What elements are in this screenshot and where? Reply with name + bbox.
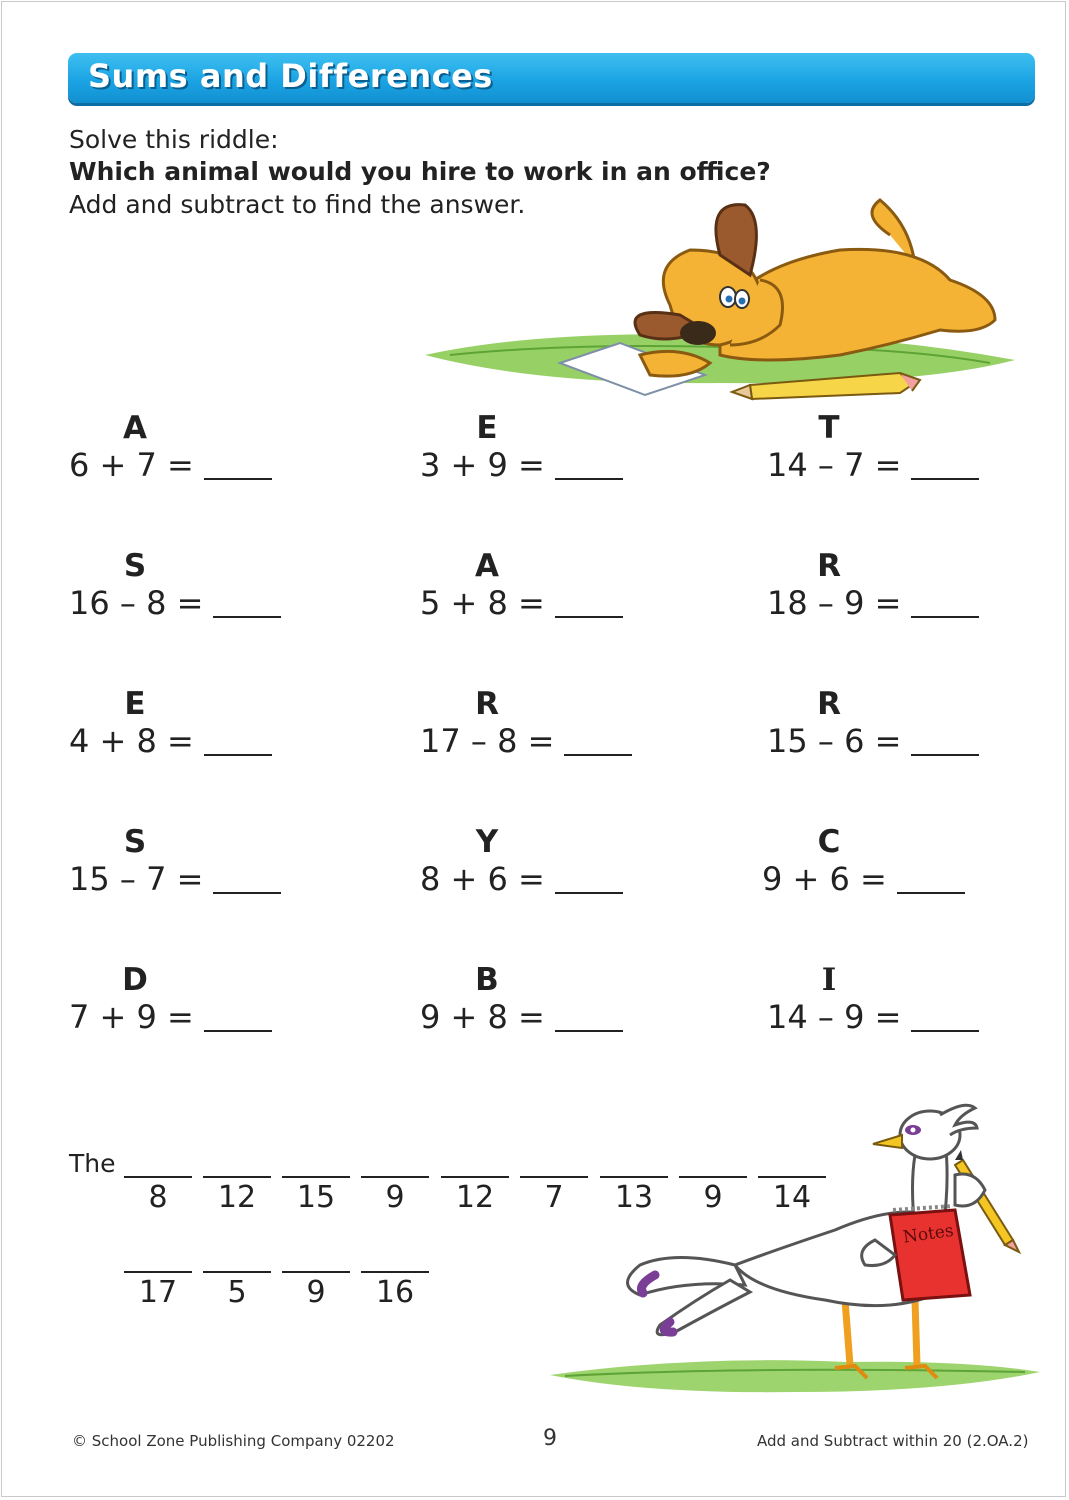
problem-letter: T [818, 410, 840, 446]
answer-blank[interactable] [204, 1030, 272, 1032]
problem-equation: 14 – 9 = [767, 998, 902, 1036]
intro-instructions: Add and subtract to find the answer. [69, 190, 526, 219]
page-number: 9 [543, 1426, 557, 1451]
notepad [890, 1206, 970, 1300]
problem-equation: 14 – 7 = [767, 446, 902, 484]
slot-number: 17 [138, 1275, 178, 1310]
answer-blank[interactable] [204, 754, 272, 756]
problem-equation: 15 – 7 = [69, 860, 204, 898]
problem-equation: 18 – 9 = [767, 584, 902, 622]
intro-riddle-prompt: Solve this riddle: [69, 125, 279, 154]
answer-slot[interactable] [361, 1271, 429, 1311]
slot-number: 8 [148, 1180, 168, 1215]
slot-number: 9 [703, 1180, 723, 1215]
problem [420, 548, 660, 648]
notepad-label: Notes [901, 1220, 955, 1248]
answer-blank[interactable] [911, 616, 979, 618]
problem-equation: 9 + 6 = [762, 860, 887, 898]
slot-number: 5 [227, 1275, 247, 1310]
answer-blank[interactable] [555, 616, 623, 618]
problem-letter: D [122, 962, 148, 998]
page-title: Sums and Differences [88, 57, 493, 95]
problem [69, 548, 309, 648]
problem-equation: 6 + 7 = [69, 446, 194, 484]
answer-blank[interactable] [897, 892, 965, 894]
answer-blank[interactable] [911, 754, 979, 756]
answer-blank[interactable] [555, 892, 623, 894]
problem [767, 962, 1007, 1062]
slot-number: 7 [544, 1180, 564, 1215]
answer-slot[interactable] [203, 1176, 271, 1216]
problem-letter: S [123, 548, 147, 584]
problem [420, 686, 660, 786]
answer-slot[interactable] [203, 1271, 271, 1311]
problem-letter: A [475, 548, 499, 584]
problem-letter: B [475, 962, 499, 998]
answer-slot[interactable] [124, 1176, 192, 1216]
answer-blank[interactable] [911, 1030, 979, 1032]
answer-slot[interactable] [282, 1176, 350, 1216]
problem-equation: 3 + 9 = [420, 446, 545, 484]
dog-illustration [420, 195, 1020, 405]
problem-letter: R [475, 686, 499, 722]
problem [767, 548, 1007, 648]
problem [69, 962, 309, 1062]
answer-slot[interactable] [441, 1176, 509, 1216]
slot-number: 9 [306, 1275, 326, 1310]
footer-copyright: © School Zone Publishing Company 02202 [72, 1432, 395, 1450]
answer-blank[interactable] [911, 478, 979, 480]
intro-riddle-question: Which animal would you hire to work in an office? [69, 157, 771, 186]
answer-prefix: The [69, 1149, 116, 1178]
problem-letter: E [476, 410, 498, 446]
problem-letter: I [821, 962, 837, 998]
problem [767, 686, 1007, 786]
slot-number: 16 [375, 1275, 415, 1310]
problem [69, 410, 309, 510]
slot-number: 14 [772, 1180, 812, 1215]
problem [420, 410, 660, 510]
problem-letter: C [817, 824, 841, 860]
problem-equation: 8 + 6 = [420, 860, 545, 898]
problem [69, 686, 309, 786]
problem-letter: Y [475, 824, 499, 860]
problem [69, 824, 309, 924]
problem-letter: A [123, 410, 147, 446]
problem-equation: 17 – 8 = [420, 722, 555, 760]
answer-blank[interactable] [564, 754, 632, 756]
problem [767, 410, 1007, 510]
answer-slot[interactable] [282, 1271, 350, 1311]
problem-letter: R [817, 686, 841, 722]
problem-equation: 7 + 9 = [69, 998, 194, 1036]
answer-slot[interactable] [361, 1176, 429, 1216]
slot-number: 9 [385, 1180, 405, 1215]
problem-equation: 9 + 8 = [420, 998, 545, 1036]
slot-number: 12 [217, 1180, 257, 1215]
bird-illustration [545, 1100, 1045, 1400]
answer-blank[interactable] [555, 478, 623, 480]
problem-equation: 15 – 6 = [767, 722, 902, 760]
problem-equation: 16 – 8 = [69, 584, 204, 622]
problem [420, 962, 660, 1062]
slot-number: 13 [614, 1180, 654, 1215]
problem-equation: 4 + 8 = [69, 722, 194, 760]
slot-number: 12 [455, 1180, 495, 1215]
slot-number: 15 [296, 1180, 336, 1215]
answer-blank[interactable] [213, 892, 281, 894]
answer-blank[interactable] [204, 478, 272, 480]
answer-slot[interactable] [124, 1271, 192, 1311]
footer-standard: Add and Subtract within 20 (2.OA.2) [757, 1432, 1029, 1450]
problem-letter: R [817, 548, 841, 584]
problem-equation: 5 + 8 = [420, 584, 545, 622]
problem-letter: S [123, 824, 147, 860]
answer-blank[interactable] [555, 1030, 623, 1032]
title-banner [68, 53, 1035, 103]
problem [762, 824, 1002, 924]
problem-letter: E [124, 686, 146, 722]
problem [420, 824, 660, 924]
answer-blank[interactable] [213, 616, 281, 618]
